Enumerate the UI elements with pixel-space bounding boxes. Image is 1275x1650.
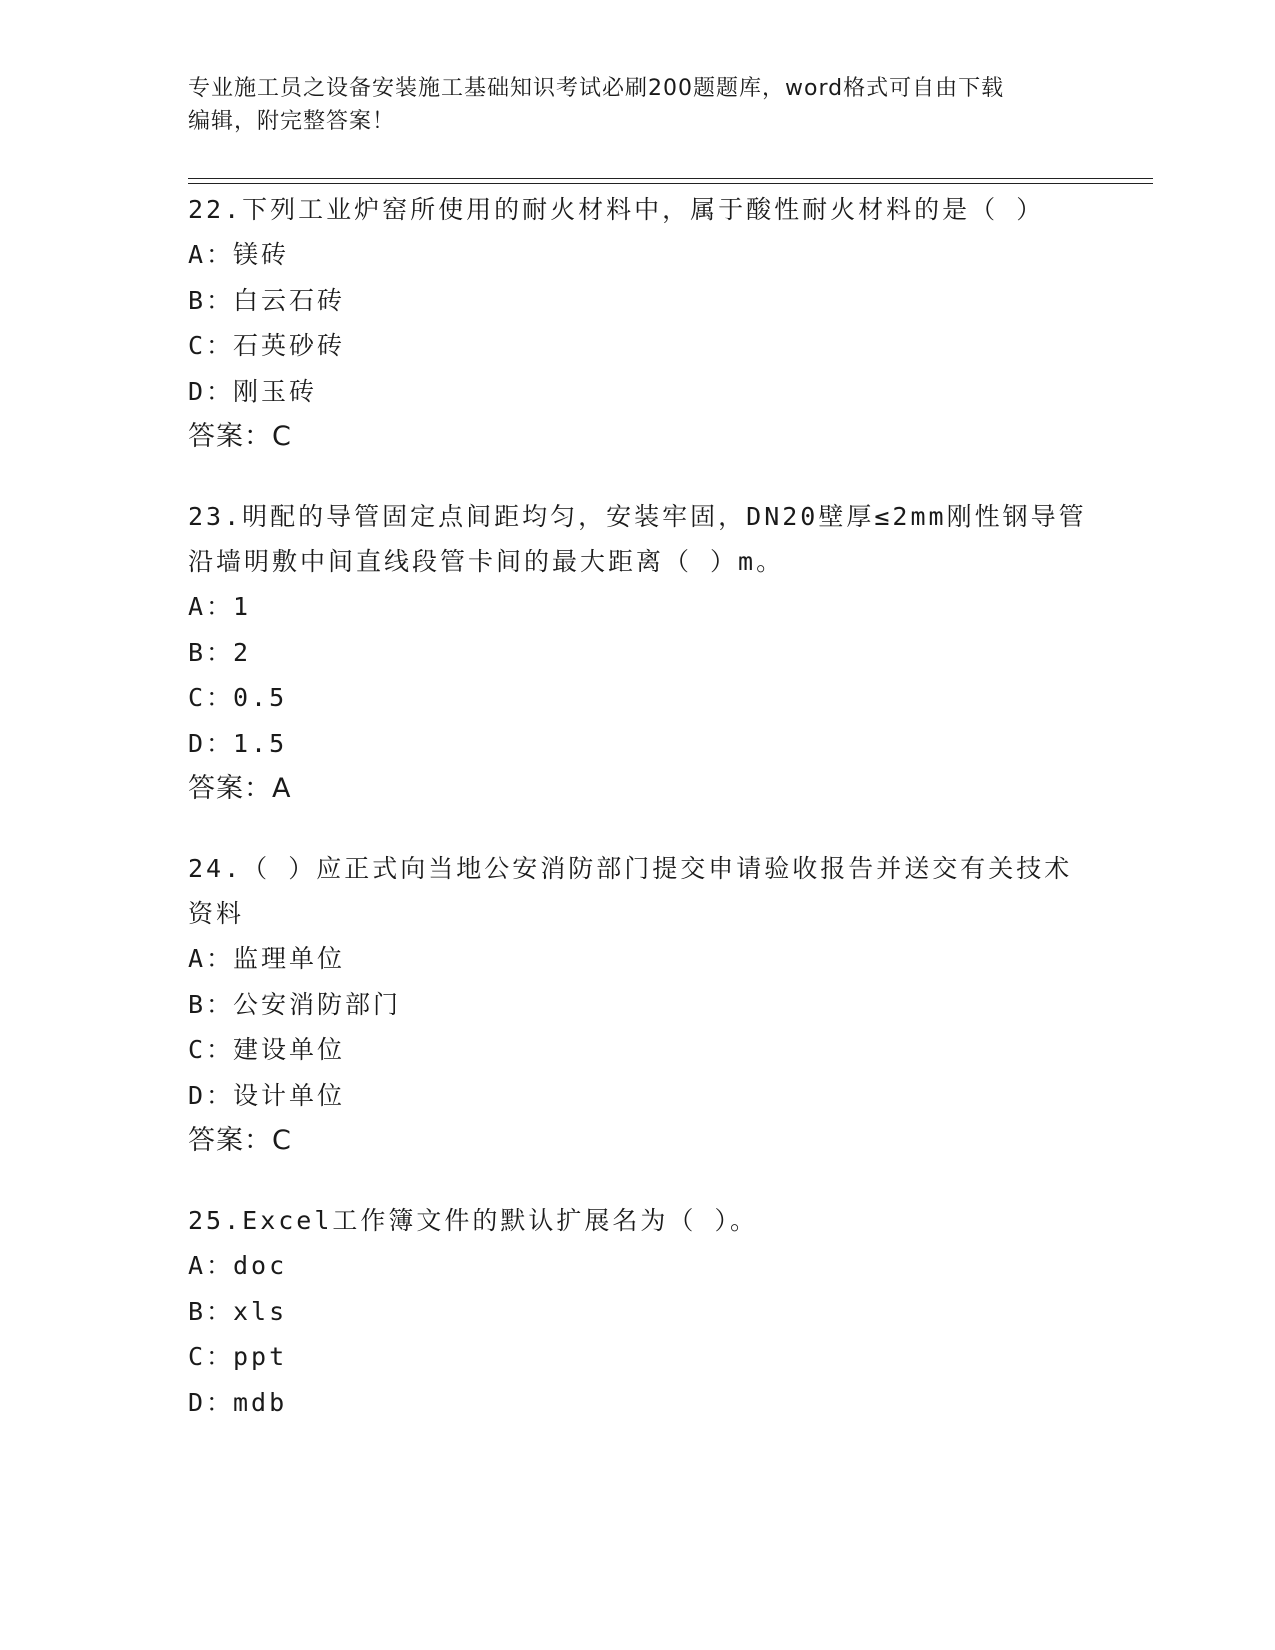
option-text: 1	[233, 592, 252, 621]
question-22	[188, 187, 1088, 460]
option-a	[188, 584, 1088, 630]
question-text: 23.明配的导管固定点间距均匀，安装牢固，DN20壁厚≤2mm刚性钢导管沿墙明敷中间直线段管卡间的最大距离（ ）m。	[188, 502, 1087, 576]
option-b	[188, 630, 1088, 676]
option-b	[188, 982, 1088, 1028]
option-text: ppt	[233, 1342, 288, 1371]
option-text: 1.5	[233, 728, 288, 758]
option-text: 公安消防部门	[233, 989, 402, 1019]
header-line-2: 编辑，附完整答案！	[188, 109, 396, 134]
option-d	[188, 1380, 1088, 1426]
option-letter: B：	[188, 285, 235, 315]
header-line-1: 专业施工员之设备安装施工基础知识考试必刷200题题库，word格式可自由下载	[188, 76, 1005, 101]
option-letter: D：	[188, 728, 235, 758]
option-d	[188, 1073, 1088, 1119]
option-text: xls	[233, 1296, 288, 1326]
document-header	[188, 72, 1088, 138]
option-text: 2	[233, 637, 252, 667]
question-text: 22.下列工业炉窑所使用的耐火材料中，属于酸性耐火材料的是（ ）	[188, 195, 1045, 224]
option-letter: A：	[188, 240, 235, 269]
question-text: 25.Excel工作簿文件的默认扩展名为（ ）。	[188, 1206, 758, 1235]
answer-line: 答案：C	[188, 421, 292, 452]
option-a	[188, 232, 1088, 278]
option-letter: D：	[188, 376, 235, 406]
option-letter: A：	[188, 1251, 235, 1280]
answer-line: 答案：C	[188, 1125, 292, 1156]
option-letter: C：	[188, 1035, 235, 1064]
option-a	[188, 936, 1088, 982]
option-d	[188, 721, 1088, 767]
option-letter: A：	[188, 944, 235, 973]
option-text: 刚玉砖	[233, 376, 318, 406]
option-text: 白云石砖	[233, 285, 346, 315]
question-24	[188, 846, 1088, 1164]
option-text: mdb	[233, 1387, 288, 1417]
option-c	[188, 323, 1088, 369]
option-text: doc	[233, 1251, 288, 1280]
option-b	[188, 278, 1088, 324]
option-a	[188, 1243, 1088, 1289]
option-letter: C：	[188, 331, 235, 360]
header-divider-top	[188, 178, 1153, 179]
option-b	[188, 1289, 1088, 1335]
option-letter: B：	[188, 989, 235, 1019]
option-text: 建设单位	[233, 1035, 346, 1064]
option-letter: D：	[188, 1387, 235, 1417]
option-letter: C：	[188, 683, 235, 712]
option-c	[188, 1334, 1088, 1380]
header-divider-bottom	[188, 183, 1153, 184]
question-25	[188, 1198, 1088, 1425]
option-c	[188, 1027, 1088, 1073]
option-text: 镁砖	[233, 240, 290, 269]
option-text: 石英砂砖	[233, 331, 346, 360]
option-letter: A：	[188, 592, 235, 621]
question-23	[188, 494, 1088, 812]
question-list	[188, 187, 1088, 1459]
option-letter: B：	[188, 1296, 235, 1326]
option-letter: D：	[188, 1080, 235, 1110]
option-text: 0.5	[233, 683, 288, 712]
option-c	[188, 675, 1088, 721]
option-d	[188, 369, 1088, 415]
option-letter: B：	[188, 637, 235, 667]
option-letter: C：	[188, 1342, 235, 1371]
answer-line: 答案：A	[188, 773, 292, 804]
option-text: 监理单位	[233, 944, 346, 973]
question-text: 24.（ ）应正式向当地公安消防部门提交申请验收报告并送交有关技术资料	[188, 854, 1073, 928]
option-text: 设计单位	[233, 1080, 346, 1110]
